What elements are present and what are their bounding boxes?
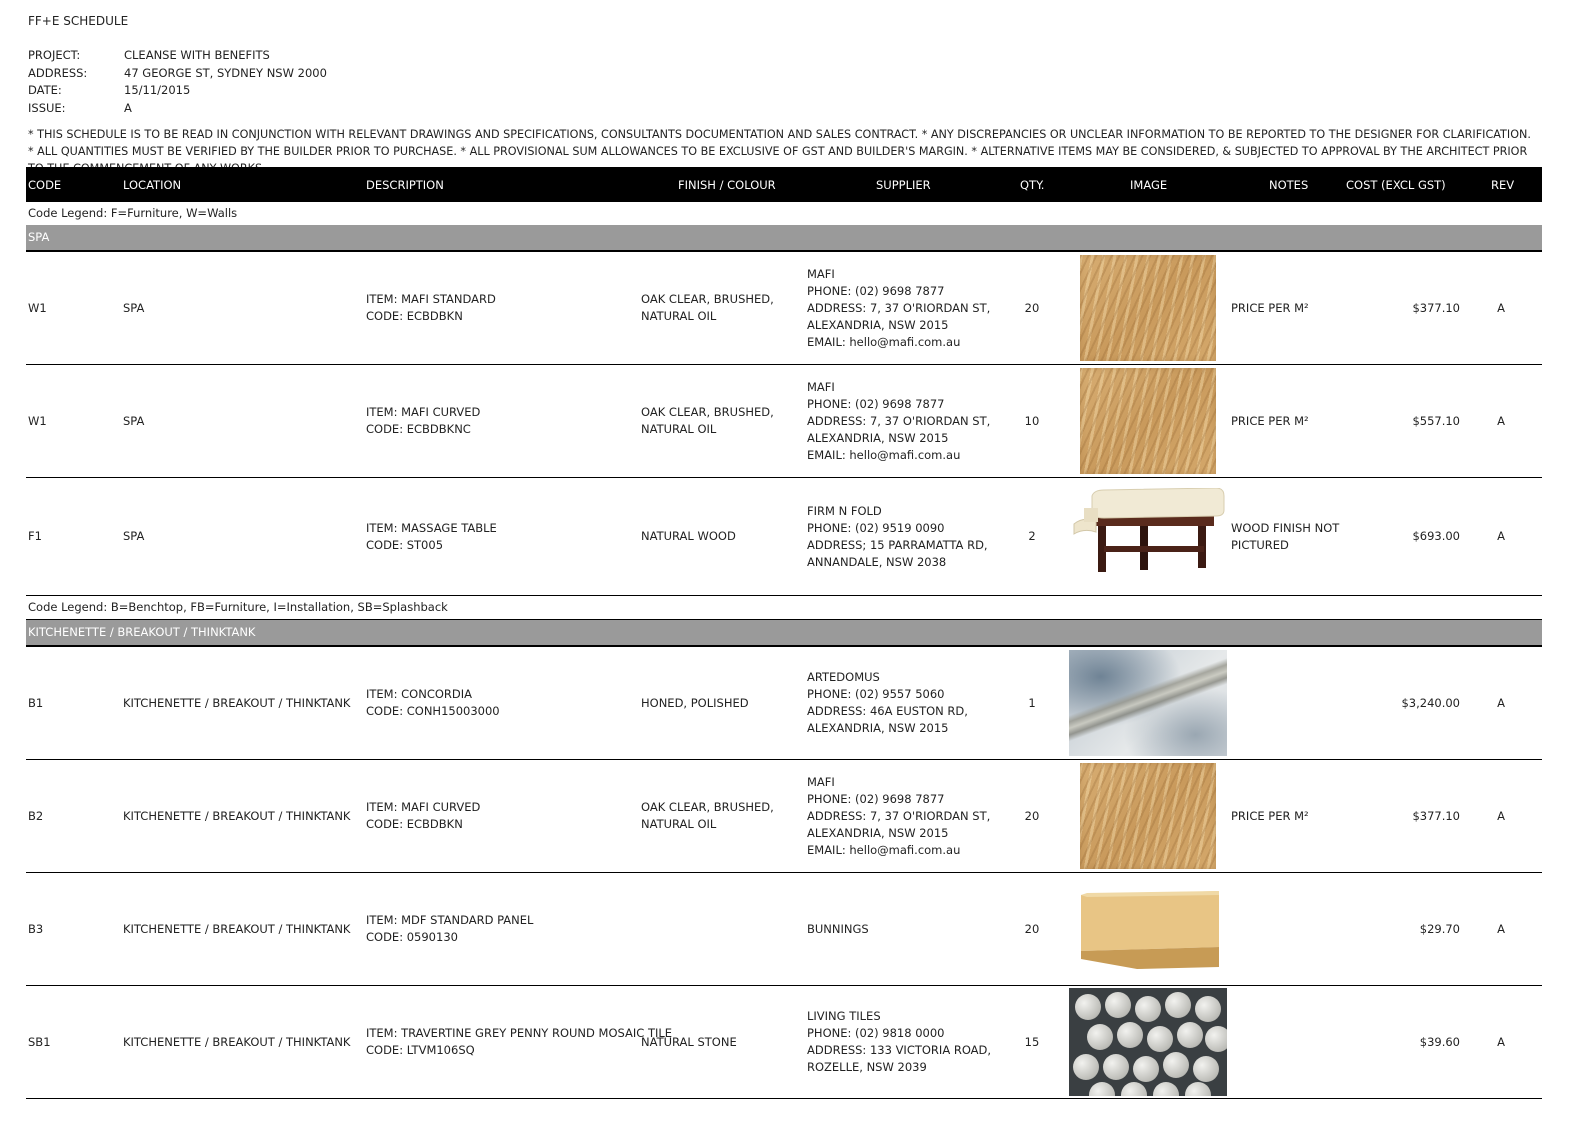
item-description-line: CODE: ECBDBKN (366, 309, 463, 323)
item-rev: A (1497, 529, 1505, 543)
item-location: SPA (123, 529, 145, 543)
item-notes-cell (1231, 760, 1346, 872)
supplier-line: EMAIL: hello@mafi.com.au (807, 842, 961, 857)
item-rev: A (1497, 921, 1505, 936)
item-rev-cell (1486, 478, 1516, 595)
item-finish-cell (641, 986, 806, 1098)
item-description (366, 1025, 672, 1059)
item-rev: A (1497, 300, 1505, 315)
item-cost: $3,240.00 (1401, 695, 1460, 710)
item-description-line: ITEM: MDF STANDARD PANEL (366, 913, 534, 927)
item-cost: $377.10 (1412, 300, 1460, 315)
item-cost-cell (1346, 365, 1460, 477)
item-rev: A (1497, 808, 1505, 823)
supplier-line: ALEXANDRIA, NSW 2015 (807, 721, 949, 735)
supplier-line: ALEXANDRIA, NSW 2015 (807, 317, 949, 332)
item-image-cell (1066, 478, 1230, 595)
item-qty: 20 (1024, 921, 1040, 936)
item-qty: 20 (1024, 300, 1040, 315)
item-supplier (807, 1008, 991, 1076)
document-title: FF+E SCHEDULE (28, 14, 129, 28)
item-finish (641, 291, 774, 325)
item-notes-cell (1231, 986, 1346, 1098)
item-notes-line: PICTURED (1231, 537, 1289, 552)
massage-table-photo (1070, 488, 1226, 585)
supplier-line: ADDRESS: 7, 37 O'RIORDAN ST, (807, 808, 991, 823)
item-image-cell (1066, 365, 1230, 477)
col-notes: NOTES (1269, 178, 1309, 192)
item-qty: 15 (1024, 1034, 1040, 1049)
supplier-line: EMAIL: hello@mafi.com.au (807, 447, 961, 462)
item-supplier-cell (807, 873, 1007, 985)
item-cost: $557.10 (1412, 413, 1460, 428)
item-rev: A (1497, 695, 1505, 710)
item-qty-cell (1006, 873, 1058, 985)
item-description (366, 520, 497, 554)
item-notes (1231, 300, 1309, 317)
supplier-line: MAFI (807, 379, 835, 394)
item-supplier-cell (807, 986, 1007, 1098)
item-image-cell (1066, 252, 1230, 364)
section-header: SPA (26, 225, 1542, 252)
item-finish (641, 404, 774, 438)
supplier-line: ARTEDOMUS (807, 670, 880, 684)
supplier-line: ANNANDALE, NSW 2038 (807, 554, 947, 569)
item-qty-cell (1006, 986, 1058, 1098)
item-supplier-cell (807, 252, 1007, 364)
item-description-line: ITEM: MAFI STANDARD (366, 292, 496, 306)
item-location-cell (123, 986, 363, 1098)
item-location-cell (123, 647, 363, 759)
item-notes-line: PRICE PER M² (1231, 300, 1309, 315)
item-notes-cell (1231, 252, 1346, 364)
item-description-line: ITEM: TRAVERTINE GREY PENNY ROUND MOSAIC TILE (366, 1026, 673, 1040)
item-finish-cell (641, 760, 806, 872)
supplier-line: EMAIL: hello@mafi.com.au (807, 334, 961, 349)
item-qty-cell (1006, 647, 1058, 759)
item-finish (641, 1034, 737, 1051)
col-qty: QTY. (1020, 178, 1045, 192)
item-location: SPA (123, 300, 145, 315)
supplier-line: ADDRESS: 7, 37 O'RIORDAN ST, (807, 413, 991, 428)
col-image: IMAGE (1130, 178, 1168, 192)
item-cost-cell (1346, 252, 1460, 364)
item-supplier-cell (807, 647, 1007, 759)
item-description-cell (366, 873, 641, 985)
item-notes (1231, 808, 1309, 825)
schedule-table (26, 167, 1542, 1099)
item-notes-line: WOOD FINISH NOT (1231, 520, 1340, 535)
item-qty-cell (1006, 365, 1058, 477)
col-location: LOCATION (123, 178, 182, 192)
penny-round-tile-swatch (1069, 988, 1227, 1096)
item-description-line: CODE: ECBDBKNC (366, 422, 471, 436)
item-description-line: CODE: ECBDBKN (366, 817, 463, 831)
item-finish-cell (641, 647, 806, 759)
item-finish (641, 528, 736, 545)
item-description-line: CODE: ST005 (366, 537, 444, 552)
code-legend: Code Legend: B=Benchtop, FB=Furniture, I=Installation, SB=Splashback (26, 596, 1542, 620)
marble-slab-swatch (1069, 650, 1227, 756)
item-rev: A (1497, 413, 1505, 428)
item-image-cell (1066, 647, 1230, 759)
item-description-line: CODE: 0590130 (366, 930, 458, 944)
item-description-line: CODE: LTVM106SQ (366, 1043, 475, 1057)
meta-issue: ISSUE: A (28, 100, 132, 115)
item-supplier-cell (807, 760, 1007, 872)
item-description (366, 291, 496, 325)
item-finish-line: NATURAL OIL (641, 309, 717, 323)
oak-timber-swatch (1080, 763, 1216, 869)
code-legend: Code Legend: F=Furniture, W=Walls (28, 206, 238, 220)
item-description-line: ITEM: CONCORDIA (366, 687, 473, 701)
item-finish-line: NATURAL WOOD (641, 529, 736, 543)
supplier-line: ALEXANDRIA, NSW 2015 (807, 430, 949, 445)
item-description-cell (366, 760, 641, 872)
table-row (26, 478, 1542, 596)
supplier-line: ALEXANDRIA, NSW 2015 (807, 825, 949, 840)
supplier-line: BUNNINGS (807, 921, 869, 936)
item-code: SB1 (28, 1034, 51, 1049)
item-description (366, 686, 500, 720)
item-cost-cell (1346, 478, 1460, 595)
item-qty-cell (1006, 478, 1058, 595)
item-description-cell (366, 647, 641, 759)
item-code-cell (28, 252, 118, 364)
table-row (26, 986, 1542, 1099)
item-notes-cell (1231, 478, 1346, 595)
item-description-line: ITEM: MAFI CURVED (366, 405, 481, 419)
item-rev-cell (1486, 365, 1516, 477)
item-qty-cell (1006, 760, 1058, 872)
mdf-panel-swatch (1073, 889, 1223, 969)
item-rev-cell (1486, 760, 1516, 872)
supplier-line: PHONE: (02) 9818 0000 (807, 1026, 945, 1040)
col-finish: FINISH / COLOUR (678, 178, 776, 192)
supplier-line: PHONE: (02) 9519 0090 (807, 520, 945, 535)
item-supplier-cell (807, 478, 1007, 595)
item-finish-cell (641, 252, 806, 364)
item-image-cell (1066, 760, 1230, 872)
item-finish-line: NATURAL OIL (641, 422, 717, 436)
table-row (26, 647, 1542, 760)
item-notes (1231, 520, 1339, 554)
item-finish (641, 799, 774, 833)
supplier-line: PHONE: (02) 9698 7877 (807, 283, 945, 298)
item-code: B1 (28, 695, 44, 710)
item-rev-cell (1486, 647, 1516, 759)
item-description (366, 912, 533, 946)
item-qty-cell (1006, 252, 1058, 364)
supplier-line: PHONE: (02) 9557 5060 (807, 687, 945, 701)
item-rev-cell (1486, 873, 1516, 985)
item-notes-line: PRICE PER M² (1231, 413, 1309, 428)
item-location-cell (123, 760, 363, 872)
disclaimer-text: * THIS SCHEDULE IS TO BE READ IN CONJUNCTION WITH RELEVANT DRAWINGS AND SPECIFICATIONS, CONSULTANTS DOCUMENTATION AND SALES CONTRACT. * ANY DISCREPANCIES OR UNCLEAR INFORMATION TO BE REPORTED TO THE DESIGNER FOR CLARIFICATION. * ALL QUANTITIES MUST BE VERIFIED BY THE BUILDER PRIOR TO PURCHASE. * ALL PROVISIONAL SUM ALLOWANCES TO BE EXCLUSIVE OF GST AND BUILDER'S MARGIN. * ALTERNATIVE ITEMS MAY BE CONSIDERED, & SUBJECTED TO APPROVAL BY THE ARCHITECT PRIOR (28, 128, 1531, 158)
item-qty: 20 (1024, 808, 1040, 823)
item-code: F1 (28, 529, 42, 543)
item-code-cell (28, 760, 118, 872)
item-location: KITCHENETTE / BREAKOUT / THINKTANK (123, 1034, 351, 1049)
item-rev-cell (1486, 986, 1516, 1098)
item-qty: 10 (1024, 413, 1040, 428)
item-finish-line: NATURAL STONE (641, 1034, 737, 1049)
supplier-line: PHONE: (02) 9698 7877 (807, 396, 945, 411)
item-description (366, 799, 480, 833)
item-finish (641, 695, 749, 712)
item-cost-cell (1346, 760, 1460, 872)
supplier-line: PHONE: (02) 9698 7877 (807, 791, 945, 806)
item-location: KITCHENETTE / BREAKOUT / THINKTANK (123, 695, 351, 710)
item-supplier (807, 921, 869, 938)
item-description-cell (366, 478, 641, 595)
item-rev: A (1497, 1034, 1505, 1049)
item-code: B3 (28, 921, 44, 936)
item-description-cell (366, 365, 641, 477)
item-location-cell (123, 478, 363, 595)
item-code-cell (28, 365, 118, 477)
item-finish-cell (641, 365, 806, 477)
item-cost-cell (1346, 873, 1460, 985)
item-finish-line: OAK CLEAR, BRUSHED, (641, 800, 774, 814)
oak-timber-swatch (1080, 368, 1216, 474)
meta-address: ADDRESS: 47 GEORGE ST, SYDNEY NSW 2000 (28, 65, 327, 80)
supplier-line: ROZELLE, NSW 2039 (807, 1060, 927, 1074)
meta-date: DATE: 15/11/2015 (28, 83, 191, 97)
item-supplier-cell (807, 365, 1007, 477)
item-qty: 1 (1028, 695, 1036, 710)
item-location: KITCHENETTE / BREAKOUT / THINKTANK (123, 921, 351, 936)
item-code-cell (28, 478, 118, 595)
item-description-line: ITEM: MASSAGE TABLE (366, 520, 497, 535)
item-supplier (807, 266, 990, 351)
project-meta (28, 47, 327, 117)
oak-timber-swatch (1080, 255, 1216, 361)
item-cost-cell (1346, 647, 1460, 759)
item-notes (1231, 413, 1309, 430)
item-description-cell (366, 986, 673, 1098)
item-supplier (807, 379, 990, 464)
item-code-cell (28, 873, 118, 985)
item-code: B2 (28, 808, 44, 823)
col-cost: COST (EXCL GST) (1346, 178, 1446, 192)
col-rev: REV (1491, 178, 1515, 192)
item-cost: $693.00 (1412, 529, 1460, 543)
supplier-line: MAFI (807, 266, 835, 281)
table-row (26, 365, 1542, 478)
supplier-line: ADDRESS: 133 VICTORIA ROAD, (807, 1043, 992, 1057)
col-code: CODE (28, 178, 62, 192)
item-cost: $29.70 (1419, 921, 1460, 936)
item-rev-cell (1486, 252, 1516, 364)
item-code-cell (28, 986, 118, 1098)
schedule-body (26, 202, 1542, 1099)
item-description (366, 404, 480, 438)
item-location: KITCHENETTE / BREAKOUT / THINKTANK (123, 808, 351, 823)
item-cost: $39.60 (1419, 1034, 1460, 1049)
col-description: DESCRIPTION (366, 178, 444, 192)
item-supplier (807, 669, 968, 737)
table-row (26, 873, 1542, 986)
item-image-cell (1066, 873, 1230, 985)
item-cost: $377.10 (1412, 808, 1460, 823)
item-location-cell (123, 873, 363, 985)
item-description-line: CODE: CONH15003000 (366, 704, 500, 718)
section-header: KITCHENETTE / BREAKOUT / THINKTANK (26, 620, 1542, 647)
item-finish-cell (641, 478, 806, 595)
item-cost-cell (1346, 986, 1460, 1098)
item-notes-cell (1231, 647, 1346, 759)
item-code: W1 (28, 413, 47, 428)
item-notes-cell (1231, 365, 1346, 477)
item-code-cell (28, 647, 118, 759)
table-header (26, 167, 1542, 202)
supplier-line: MAFI (807, 774, 835, 789)
item-supplier (807, 503, 988, 571)
item-supplier (807, 774, 990, 859)
supplier-line: FIRM N FOLD (807, 503, 882, 518)
table-row (26, 760, 1542, 873)
item-finish-line: NATURAL OIL (641, 817, 717, 831)
item-location-cell (123, 365, 363, 477)
item-finish-line: HONED, POLISHED (641, 695, 749, 710)
supplier-line: ADDRESS; 15 PARRAMATTA RD, (807, 537, 988, 552)
item-finish-cell (641, 873, 806, 985)
item-description-cell (366, 252, 641, 364)
item-qty: 2 (1028, 529, 1036, 543)
item-description-line: ITEM: MAFI CURVED (366, 800, 481, 814)
item-code: W1 (28, 300, 47, 315)
item-finish-line: OAK CLEAR, BRUSHED, (641, 292, 774, 306)
supplier-line: ADDRESS: 46A EUSTON RD, (807, 704, 968, 718)
item-image-cell (1066, 986, 1230, 1098)
item-notes-line: PRICE PER M² (1231, 808, 1309, 823)
supplier-line: LIVING TILES (807, 1009, 881, 1023)
supplier-line: ADDRESS: 7, 37 O'RIORDAN ST, (807, 300, 991, 315)
col-supplier: SUPPLIER (876, 178, 931, 192)
item-finish-line: OAK CLEAR, BRUSHED, (641, 405, 774, 419)
table-row (26, 252, 1542, 365)
item-location-cell (123, 252, 363, 364)
item-location: SPA (123, 413, 145, 428)
item-notes-cell (1231, 873, 1346, 985)
meta-project: PROJECT: CLEANSE WITH BENEFITS (28, 48, 270, 62)
